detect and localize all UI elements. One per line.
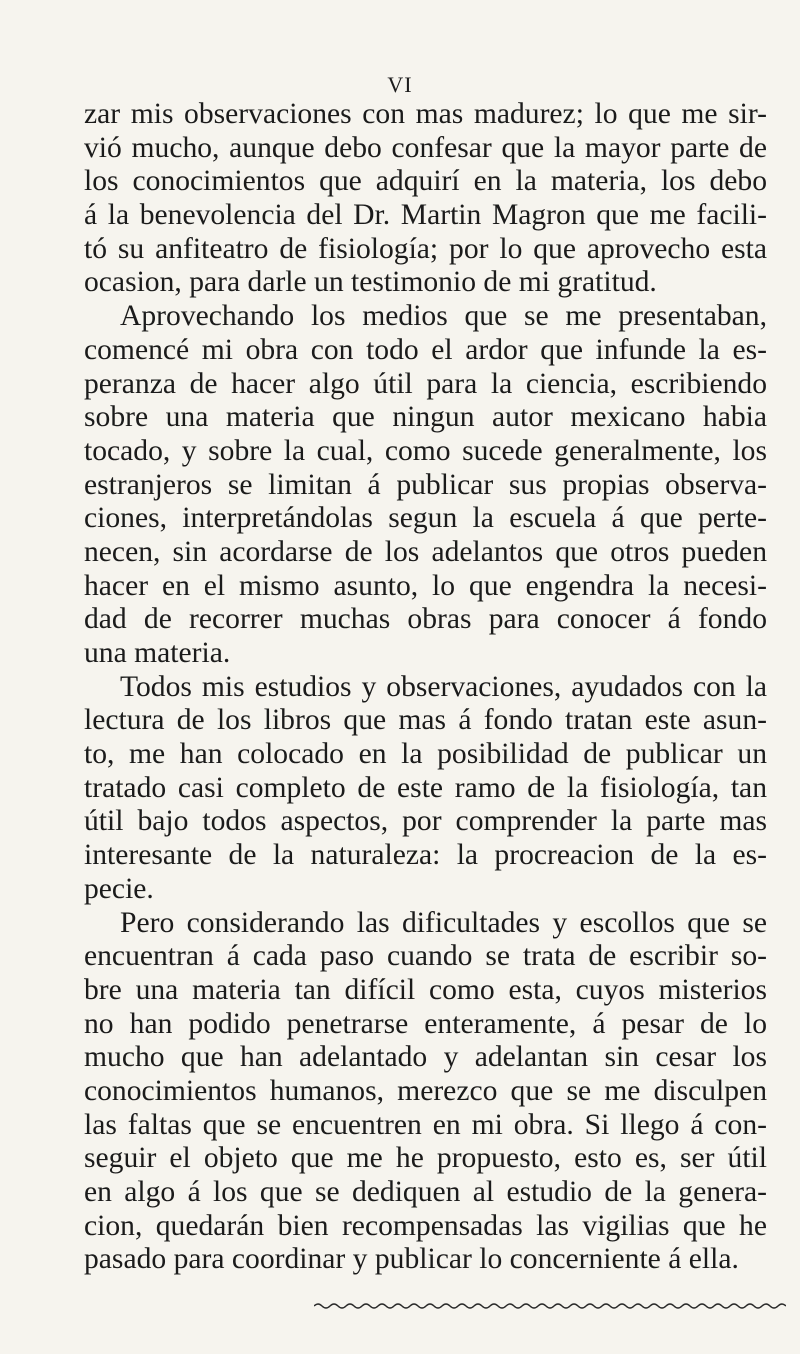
text-line: pasado para coordinar y publicar lo concerniente á ella. — [84, 1243, 739, 1276]
text-line: no han podido penetrarse enteramente, á pesar de lo — [84, 1007, 767, 1040]
text-line: seguir el objeto que me he propuesto, esto es, ser útil — [84, 1142, 767, 1175]
text-line: ocasion, para darle un testimonio de mi gratitud. — [84, 266, 657, 299]
text-line: en algo á los que se dediquen al estudio de la genera- — [84, 1176, 767, 1208]
text-line: los conocimientos que adquirí en la materia, los debo — [84, 165, 767, 198]
text-line: ciones, interpretándolas segun la escuela á que perte- — [84, 502, 767, 535]
text-line: conocimientos humanos, merezco que se me disculpen — [84, 1074, 767, 1107]
text-line: dad de recorrer muchas obras para conocer á fondo — [84, 603, 767, 636]
text-line: interesante de la naturaleza: la procreacion de la es- — [84, 839, 767, 872]
text-line: estranjeros se limitan á publicar sus propias observa- — [84, 468, 767, 501]
text-line: zar mis observaciones con mas madurez; lo que me sir- — [84, 98, 767, 130]
text-line: encuentran á cada paso cuando se trata de escribir so- — [84, 940, 767, 973]
text-line: peranza de hacer algo útil para la ciencia, escribiendo — [84, 367, 767, 400]
text-line: sobre una materia que ningun autor mexicano habia — [84, 401, 767, 434]
text-line: necen, sin acordarse de los adelantos que otros pueden — [84, 535, 767, 568]
page-number: VI — [387, 72, 413, 97]
text-line: tratado casi completo de este ramo de la fisiología, tan — [84, 771, 767, 804]
text-line: to, me han colocado en la posibilidad de publicar un — [84, 738, 767, 771]
text-line: á la benevolencia del Dr. Martin Magron que me facili- — [84, 199, 767, 232]
text-line: tocado, y sobre la cual, como sucede generalmente, los — [84, 434, 767, 467]
text-line: vió mucho, aunque debo confesar que la mayor parte de — [84, 131, 767, 164]
text-line: Aprovechando los medios que se me presentaban, — [120, 300, 767, 333]
text-line: Todos mis estudios y observaciones, ayudados con la — [120, 670, 767, 703]
text-line: útil bajo todos aspectos, por comprender la parte mas — [84, 805, 767, 838]
text-line: hacer en el mismo asunto, lo que engendra la necesi- — [84, 569, 767, 602]
body-text — [84, 98, 767, 1277]
text-line: pecie. — [84, 872, 154, 905]
text-line: Pero considerando las dificultades y escollos que se — [120, 906, 767, 939]
text-line: lectura de los libros que mas á fondo tratan este asun- — [84, 704, 767, 737]
text-line: tó su anfiteatro de fisiología; por lo que aprovecho esta — [84, 232, 767, 265]
decorative-rule — [314, 1300, 786, 1310]
text-line: bre una materia tan difícil como esta, cuyos misterios — [84, 973, 767, 1006]
text-line: mucho que han adelantado y adelantan sin cesar los — [84, 1041, 767, 1074]
text-line: una materia. — [84, 637, 231, 669]
text-line: comencé mi obra con todo el ardor que infunde la es- — [84, 333, 767, 366]
text-line: las faltas que se encuentren en mi obra. Si llego á con- — [84, 1108, 767, 1141]
text-line: cion, quedarán bien recompensadas las vigilias que he — [84, 1209, 767, 1242]
